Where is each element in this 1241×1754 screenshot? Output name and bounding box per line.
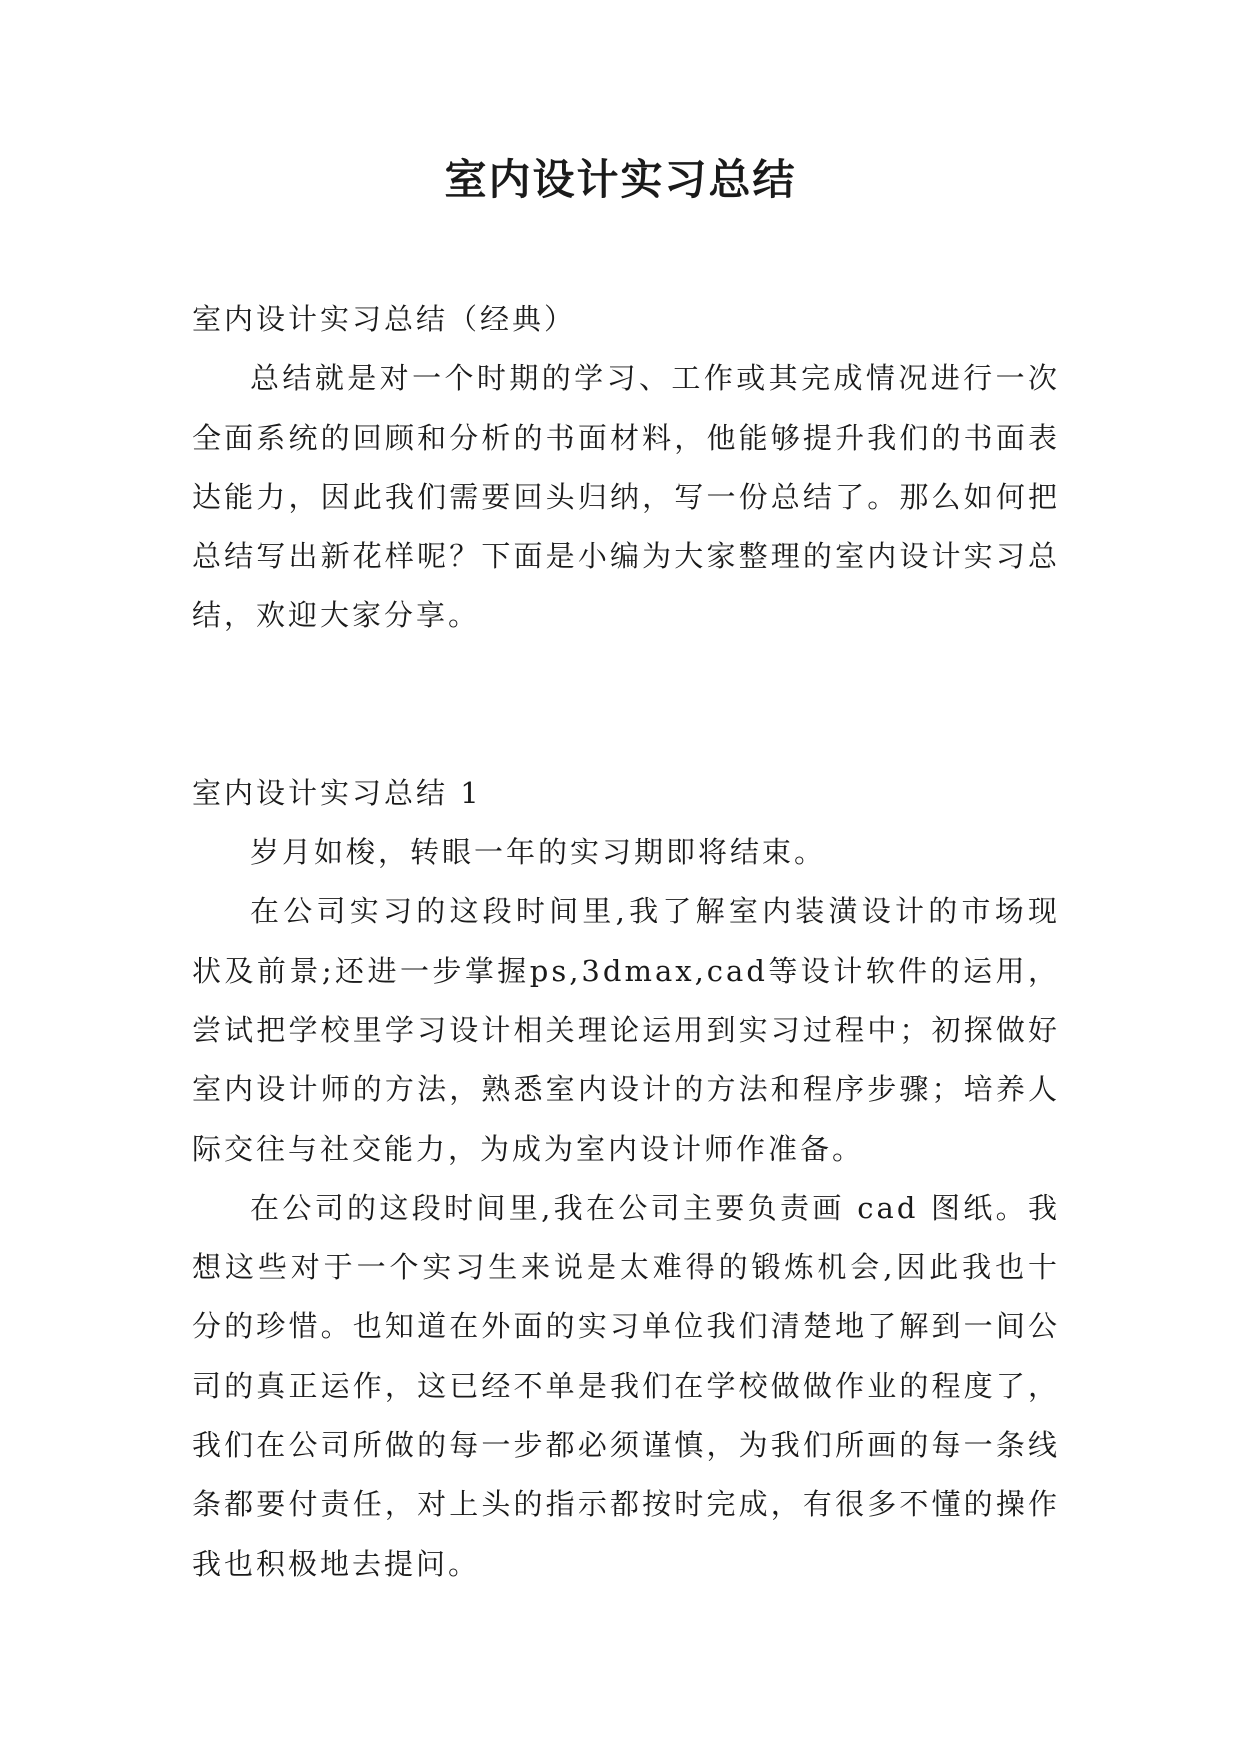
body-paragraph: 在公司的这段时间里,我在公司主要负责画 cad 图纸。我想这些对于一个实习生来说是太难得的锻炼机会,因此我也十分的珍惜。也知道在外面的实习单位我们清楚地了解到一间公司的真正运作，这已经不单是我们在学校做做作业的程度了，我们在公司所做的每一步都必须谨慎，为我们所画的每一条线条都要付责任，对上头的指示都按时完成，有很多不懂的操作我也积极地去提问。 [192,1190,1060,1581]
intro-paragraph: 总结就是对一个时期的学习、工作或其完成情况进行一次全面系统的回顾和分析的书面材料，他能够提升我们的书面表达能力，因此我们需要回头归纳，写一份总结了。那么如何把总结写出新花样呢？下面是小编为大家整理的室内设计实习总结，欢迎大家分享。 [192,361,1060,633]
document-subtitle: 室内设计实习总结（经典） [192,302,577,336]
document-title: 室内设计实习总结 [444,155,797,204]
body-paragraph: 岁月如梭，转眼一年的实习期即将结束。 [250,835,827,870]
section-heading: 室内设计实习总结 1 [192,775,482,810]
document-body [192,290,1060,1594]
section-gap [192,646,1060,764]
body-paragraph: 在公司实习的这段时间里,我了解室内装潢设计的市场现状及前景;还进一步掌握ps,3dmax,cad等设计软件的运用，尝试把学校里学习设计相关理论运用到实习过程中；初探做好室内设计师的方法，熟悉室内设计的方法和程序步骤；培养人际交往与社交能力，为成为室内设计师作准备。 [192,894,1060,1166]
